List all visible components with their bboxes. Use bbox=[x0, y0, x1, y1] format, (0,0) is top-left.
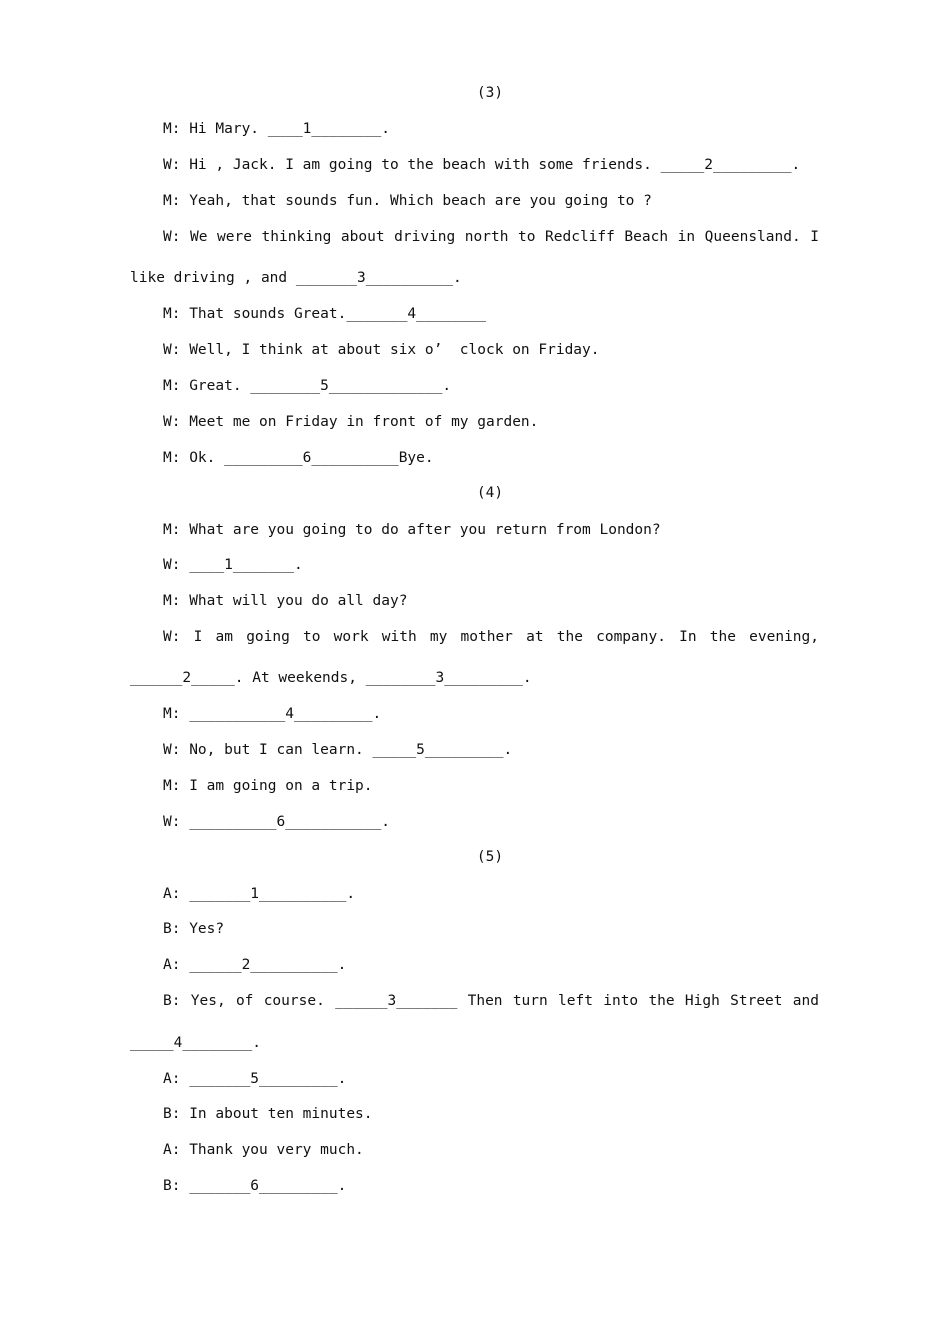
dialogue-line: W: No, but I can learn. _____5_________. bbox=[163, 742, 513, 758]
section-heading-5: (5) bbox=[476, 849, 504, 865]
section-heading-4: (4) bbox=[476, 485, 504, 501]
dialogue-line: M: What will you do all day? bbox=[163, 593, 408, 609]
dialogue-line: A: _______5_________. bbox=[163, 1071, 347, 1087]
dialogue-line: M: ___________4_________. bbox=[163, 706, 382, 722]
dialogue-line: A: _______1__________. bbox=[163, 886, 356, 902]
dialogue-line: W: __________6___________. bbox=[163, 814, 390, 830]
dialogue-line: W: Meet me on Friday in front of my garden. bbox=[163, 414, 539, 430]
dialogue-line: W: Hi , Jack. I am going to the beach with some friends. _____2_________. bbox=[163, 157, 801, 173]
dialogue-line: A: ______2__________. bbox=[163, 957, 347, 973]
dialogue-line: A: Thank you very much. bbox=[163, 1142, 364, 1158]
dialogue-line: B: Yes, of course. ______3_______ Then turn left into the High Street and bbox=[163, 993, 819, 1009]
dialogue-line: B: _______6_________. bbox=[163, 1178, 347, 1194]
dialogue-line: W: ____1_______. bbox=[163, 557, 303, 573]
section-heading-3: (3) bbox=[476, 85, 504, 101]
dialogue-line: M: Great. ________5_____________. bbox=[163, 378, 452, 394]
dialogue-line: B: In about ten minutes. bbox=[163, 1106, 373, 1122]
dialogue-line: B: Yes? bbox=[163, 921, 225, 937]
dialogue-line: M: What are you going to do after you return from London? bbox=[163, 522, 661, 538]
dialogue-line: M: That sounds Great._______4________ bbox=[163, 306, 487, 322]
dialogue-line: M: Yeah, that sounds fun. Which beach are you going to ? bbox=[163, 193, 652, 209]
dialogue-line: M: I am going on a trip. bbox=[163, 778, 373, 794]
dialogue-line: M: Ok. _________6__________Bye. bbox=[163, 450, 434, 466]
dialogue-line-continued: like driving , and _______3__________. bbox=[130, 270, 462, 286]
dialogue-line: W: We were thinking about driving north to Redcliff Beach in Queensland. I bbox=[163, 229, 819, 245]
dialogue-line-continued: _____4________. bbox=[130, 1035, 261, 1051]
dialogue-line: W: Well, I think at about six o’ clock on Friday. bbox=[163, 342, 600, 358]
dialogue-line: M: Hi Mary. ____1________. bbox=[163, 121, 390, 137]
dialogue-line: W: I am going to work with my mother at the company. In the evening, bbox=[163, 629, 819, 645]
dialogue-line-continued: ______2_____. At weekends, ________3_________. bbox=[130, 670, 532, 686]
